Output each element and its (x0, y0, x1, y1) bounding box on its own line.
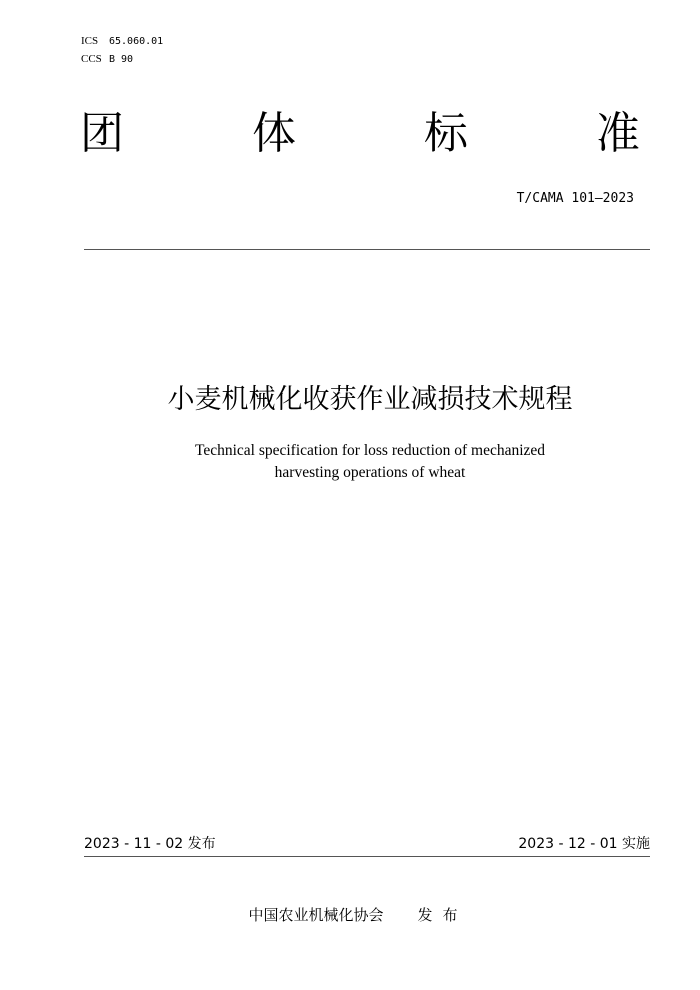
standard-type-char-3: 标 (424, 108, 468, 159)
title-english-line-2: harvesting operations of wheat (274, 464, 466, 481)
publisher-action: 发布 (417, 906, 468, 924)
standard-type-char-2: 体 (252, 108, 296, 159)
standard-code: T/CAMA 101—2023 (516, 191, 634, 206)
issue-date: 2023 - 11 - 02 发布 (84, 836, 216, 852)
ccs-label: CCS (81, 53, 102, 65)
title-chinese: 小麦机械化收获作业减损技术规程 (167, 384, 573, 415)
footer-divider (84, 856, 650, 857)
header-divider (84, 249, 650, 250)
ccs-classification (81, 53, 133, 66)
publisher-line (0, 904, 700, 926)
standard-type-char-1: 团 (80, 108, 124, 159)
implementation-date: 2023 - 12 - 01 实施 (518, 836, 650, 852)
ics-classification (81, 35, 163, 48)
ics-code: 65.060.01 (109, 36, 164, 47)
standard-type-char-4: 准 (596, 108, 640, 159)
publisher-name: 中国农业机械化协会 (248, 906, 384, 924)
ccs-code: B 90 (109, 54, 134, 65)
title-english-line-1: Technical specification for loss reduction of mechanized (194, 442, 546, 459)
ics-label: ICS (81, 35, 99, 47)
